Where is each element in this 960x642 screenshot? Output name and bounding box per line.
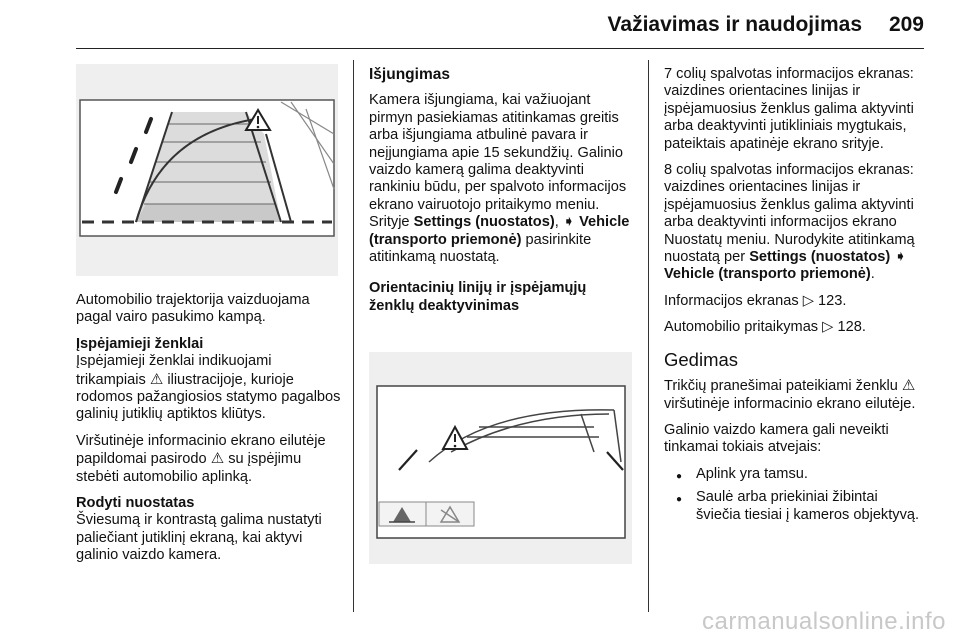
column-2: Išjungimas Kamera išjungiama, kai važiuojant pirmyn pasiekiamas atitinkamas greitis arba išjungiama atbulinė pavara ir neįjungiama apie 15 sekundžių. Galinio vaizdo kamerą galima deaktyvinti rankiniu būdu, per spalvoto informacijos ekrano vairuotojo pritaikymo meniu. Srityje Settings (nuostatos), ➧ Vehicle (transporto priemonė) pasirinkite atitinkamą nuostatą. Orientacinių linijų ir įspėjamųjų ženklų deaktyvinimas: [369, 66, 635, 324]
upper-text-a: Viršutinėje informacinio ekrano eilutėje papildomai pasirodo: [76, 432, 326, 468]
page-header: [76, 0, 924, 49]
trajectory-illustration: [76, 64, 338, 276]
column-1: [76, 292, 342, 574]
arrow-right-icon: ➧: [894, 249, 907, 266]
warnings-text-a: Įspėjamieji ženklai indikuojami trikampiais: [76, 353, 272, 388]
ref1-page: 123: [818, 292, 843, 309]
warning-triangle-icon: ⚠: [149, 370, 164, 388]
vehicle-label: Vehicle (transporto priemonė): [664, 266, 871, 283]
p7-text: 7 colių spalvotas informacijos ekranas: vaizdines orientacines linijas ir įspėjamuosius ženklus galima aktyvinti arba deaktyvinti jutikliniais mygtukais, pateiktais apatinėje ekrano srityje.: [664, 66, 914, 152]
fault-list: [664, 466, 926, 524]
guidelines-heading: Orientacinių linijų ir įspėjamųjų ženklų deaktyvinimas: [369, 280, 587, 314]
list-item: ● Aplink yra tamsu.: [664, 466, 926, 483]
display-text: Šviesumą ir kontrastą galima nustatyti paliečiant jutiklinį ekraną, kai aktyvi galinio vaizdo kamera.: [76, 512, 322, 564]
off-heading: Išjungimas: [369, 66, 450, 83]
upper-text-b: su įspėjimu stebėti automobilio aplinką.: [76, 451, 302, 485]
warning-triangle-icon: ⚠: [210, 450, 225, 468]
fault-heading: Gedimas: [664, 348, 739, 370]
column-3: 7 colių spalvotas informacijos ekranas: vaizdines orientacines linijas ir įspėjamuosius ženklus galima aktyvinti arba deaktyvinti jutikliniais mygtukais, pateiktais apatinėje ekrano srityje. 8 colių spalvotas informacijos ekranas: vaizdines orientacines linijas ir įspėjamuosius ženklus galima aktyvinti arba deaktyvinti informacijos ekrano Nuostatų meniu. Nurodykite atitinkamą nuostatą per Settings (nuostatos) ➧ Vehicle (transporto priemonė). Informacijos ekranas ▷ 123. Automobilio pritaikymas ▷ 128. Gedimas Trikčių pranešimai pateikiami ženklu ⚠ viršutinėje informacinio ekrano eilutėje. Galinio vaizdo kamera gali neveikti tinkamai tokiais atvejais: ● Aplink yra tamsu. ● Saulė arba priekiniai žibintai šviečia tiesiai į kameros objektyvą.: [664, 66, 926, 530]
page-ref-icon: ▷: [802, 292, 814, 309]
vehicle-label: Vehicle (transporto priemonė): [369, 214, 630, 248]
warnings-text-b: iliustracijoje, kurioje rodomos pažangiosios statymo pagalbos galinių jutiklių aptiktos kliūtys.: [76, 371, 341, 423]
trajectory-figure: [76, 64, 338, 276]
camera-screen-figure: [369, 352, 632, 564]
arrow-right-icon: ➧: [562, 214, 576, 231]
settings-label: Settings (nuostatos): [413, 214, 555, 231]
column-divider: [648, 60, 649, 612]
figure-caption: Automobilio trajektorija vaizduojama pagal vairo pasukimo kampą.: [76, 292, 310, 326]
ref1-text: Informacijos ekranas: [664, 292, 799, 309]
page-ref-icon: ▷: [822, 319, 834, 336]
watermark: carmanualsonline.info: [702, 608, 946, 635]
column-divider: [353, 60, 354, 612]
fault-text-b: viršutinėje informacinio ekrano eilutėje.: [664, 395, 916, 412]
off-text: Kamera išjungiama, kai važiuojant pirmyn pasiekiamas atitinkamas greitis arba išjungiama atbulinė pavara ir neįjungiama apie 15 sekundžių. Galinio vaizdo kamerą galima deaktyvinti rankiniu būdu, per spalvoto informacijos ekrano vairuotojo pritaikymo meniu. Srityje: [369, 92, 627, 231]
ref2-text: Automobilio pritaikymas: [664, 319, 819, 336]
p8-text: 8 colių spalvotas informacijos ekranas: vaizdines orientacines linijas ir įspėjamuosius ženklus galima aktyvinti arba deaktyvinti informacijos ekrano Nuostatų meniu. Nurodykite atitinkamą nuostatą per: [664, 162, 915, 266]
fault-text2: Galinio vaizdo kamera gali neveikti tinkamai tokiais atvejais:: [664, 421, 889, 456]
footer: [0, 610, 960, 642]
off-text-end: pasirinkite atitinkamą nuostatą.: [369, 231, 592, 266]
page-title: Važiavimas ir naudojimas: [607, 13, 862, 36]
warnings-heading: Įspėjamieji ženklai: [76, 335, 204, 352]
fault-text-a: Trikčių pranešimai pateikiami ženklu: [664, 378, 898, 395]
warning-triangle-icon: ⚠: [901, 377, 916, 395]
ref2-page: 128: [837, 319, 862, 336]
page-number: 209: [888, 13, 924, 36]
settings-label: Settings (nuostatos): [749, 249, 891, 266]
display-heading: Rodyti nuostatas: [76, 495, 195, 512]
camera-screen-illustration: [369, 352, 632, 564]
list-item: ● Saulė arba priekiniai žibintai šviečia tiesiai į kameros objektyvą.: [664, 489, 926, 524]
